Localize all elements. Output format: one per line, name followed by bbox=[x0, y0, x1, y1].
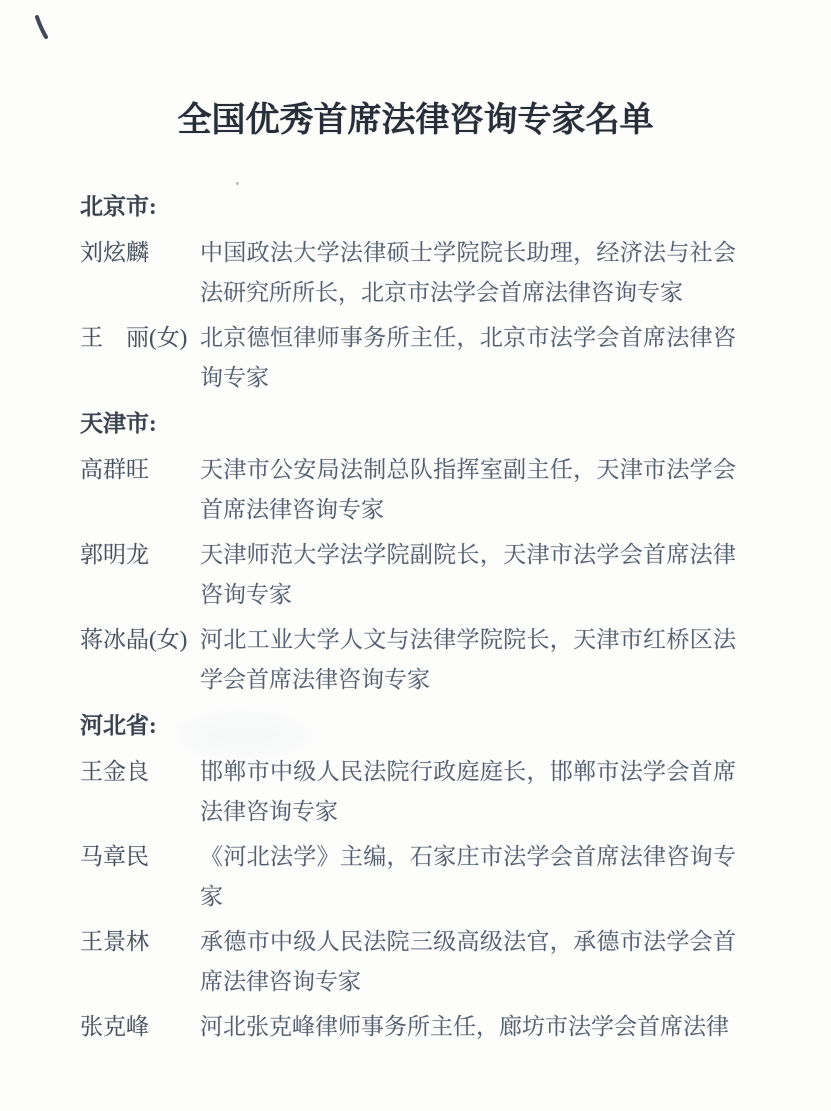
section-entries bbox=[80, 752, 748, 1047]
entry-name: 马章民 bbox=[80, 844, 149, 869]
entry-row bbox=[80, 922, 748, 1002]
scan-speck bbox=[236, 182, 239, 185]
entry-row bbox=[80, 620, 748, 700]
entry-row bbox=[80, 450, 748, 530]
entry-row bbox=[80, 535, 748, 615]
entry-row bbox=[80, 752, 748, 832]
entry-desc: 《河北法学》主编，石家庄市法学会首席法律咨询专家 bbox=[200, 844, 736, 909]
entry-desc: 河北工业大学人文与法律学院院长，天津市红桥区法学会首席法律咨询专家 bbox=[200, 627, 736, 692]
expert-list bbox=[80, 187, 748, 1047]
entry-row bbox=[80, 318, 748, 398]
entry-desc: 北京德恒律师事务所主任，北京市法学会首席法律咨询专家 bbox=[200, 325, 736, 390]
entry-desc: 河北张克峰律师事务所主任，廊坊市法学会首席法律 bbox=[200, 1014, 729, 1039]
entry-desc: 天津师范大学法学院副院长，天津市法学会首席法律咨询专家 bbox=[200, 542, 736, 607]
entry-name: 王景林 bbox=[80, 929, 149, 954]
section bbox=[80, 706, 748, 1047]
section-header: 河北省: bbox=[80, 713, 157, 738]
section-header: 北京市: bbox=[80, 194, 157, 219]
section-entries bbox=[80, 233, 748, 398]
scan-smudge bbox=[178, 712, 308, 758]
entry-desc: 中国政法大学法律硕士学院院长助理，经济法与社会法研究所所长，北京市法学会首席法律咨询专家 bbox=[200, 240, 736, 305]
pen-stroke-mark bbox=[30, 12, 56, 42]
entry-name: 张克峰 bbox=[80, 1014, 149, 1039]
section bbox=[80, 404, 748, 700]
entry-name: 刘炫麟 bbox=[80, 240, 149, 265]
page-title: 全国优秀首席法律咨询专家名单 bbox=[177, 102, 654, 139]
entry-desc: 承德市中级人民法院三级高级法官，承德市法学会首席法律咨询专家 bbox=[200, 929, 736, 994]
entry-row bbox=[80, 233, 748, 313]
entry-name: 王金良 bbox=[80, 759, 149, 784]
entry-name: 郭明龙 bbox=[80, 542, 149, 567]
entry-desc: 邯郸市中级人民法院行政庭庭长，邯郸市法学会首席法律咨询专家 bbox=[200, 759, 736, 824]
section-header: 天津市: bbox=[80, 411, 157, 436]
entry-name: 蒋冰晶(女) bbox=[80, 627, 188, 652]
entry-name: 高群旺 bbox=[80, 457, 149, 482]
entry-row bbox=[80, 837, 748, 917]
section bbox=[80, 187, 748, 398]
entry-desc: 天津市公安局法制总队指挥室副主任，天津市法学会首席法律咨询专家 bbox=[200, 457, 736, 522]
section-entries bbox=[80, 450, 748, 700]
entry-name: 王 丽(女) bbox=[80, 325, 188, 350]
entry-row bbox=[80, 1007, 748, 1047]
